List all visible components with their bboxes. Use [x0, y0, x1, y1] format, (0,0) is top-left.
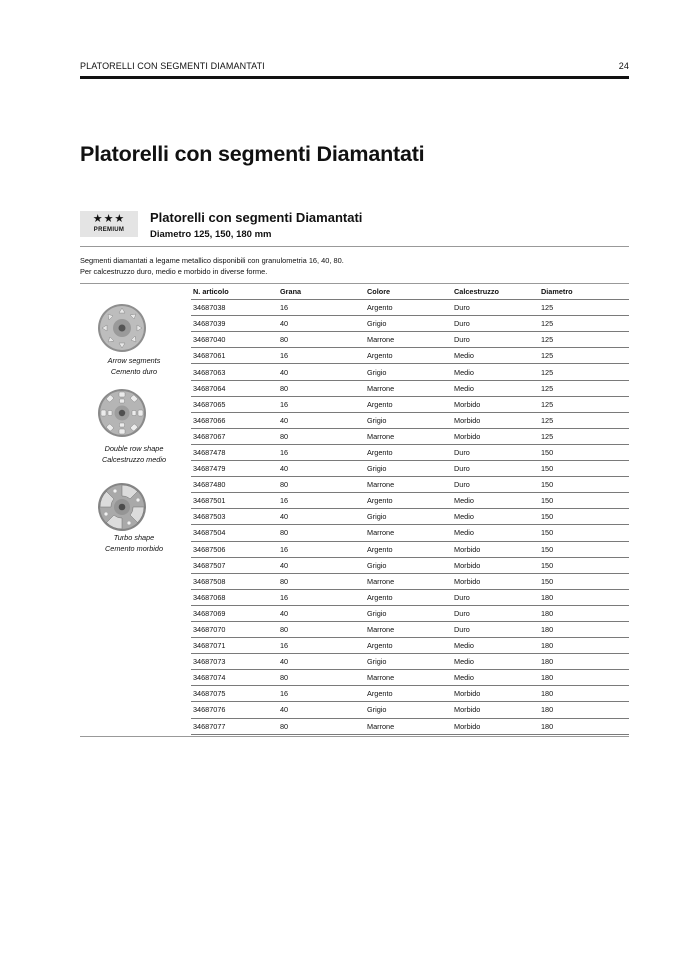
cell-diameter: 150	[539, 525, 629, 541]
cell-grit: 80	[278, 525, 365, 541]
cell-grit: 80	[278, 621, 365, 637]
cell-color: Grigio	[365, 316, 452, 332]
header-divider	[80, 76, 629, 79]
cell-diameter: 180	[539, 621, 629, 637]
cell-diameter: 150	[539, 541, 629, 557]
cell-color: Grigio	[365, 412, 452, 428]
cell-article-number: 34687040	[191, 332, 278, 348]
table-row	[191, 670, 629, 686]
table-row	[191, 638, 629, 654]
table-row	[191, 444, 629, 460]
cell-article-number: 34687063	[191, 364, 278, 380]
cell-diameter: 180	[539, 605, 629, 621]
cell-grit: 80	[278, 428, 365, 444]
cell-concrete: Medio	[452, 380, 539, 396]
cell-diameter: 125	[539, 332, 629, 348]
cell-grit: 40	[278, 557, 365, 573]
table-row	[191, 509, 629, 525]
cell-article-number: 34687076	[191, 702, 278, 718]
table-row	[191, 316, 629, 332]
cell-concrete: Medio	[452, 638, 539, 654]
cell-grit: 40	[278, 461, 365, 477]
cell-article-number: 34687039	[191, 316, 278, 332]
cell-concrete: Duro	[452, 461, 539, 477]
cell-diameter: 150	[539, 461, 629, 477]
cell-article-number: 34687074	[191, 670, 278, 686]
cell-article-number: 34687066	[191, 412, 278, 428]
cell-concrete: Duro	[452, 477, 539, 493]
table-row	[191, 686, 629, 702]
column-header-concrete: Calcestruzzo	[452, 284, 539, 300]
cell-color: Grigio	[365, 605, 452, 621]
turbo-wheel-image	[97, 482, 147, 532]
cell-color: Argento	[365, 541, 452, 557]
cell-diameter: 150	[539, 573, 629, 589]
cell-diameter: 125	[539, 412, 629, 428]
cell-article-number: 34687480	[191, 477, 278, 493]
table-row	[191, 364, 629, 380]
table-row	[191, 605, 629, 621]
column-header-diameter: Diametro	[539, 284, 629, 300]
cell-color: Marrone	[365, 573, 452, 589]
cell-color: Argento	[365, 300, 452, 316]
cell-grit: 40	[278, 412, 365, 428]
product-caption-shape: Arrow segments	[107, 356, 161, 365]
table-row	[191, 621, 629, 637]
page-number: 24	[618, 61, 629, 71]
table-row	[191, 477, 629, 493]
cell-grit: 40	[278, 654, 365, 670]
table-row	[191, 396, 629, 412]
table-row	[191, 332, 629, 348]
cell-diameter: 125	[539, 316, 629, 332]
cell-color: Argento	[365, 638, 452, 654]
cell-concrete: Morbido	[452, 412, 539, 428]
product-caption-use: Cemento duro	[110, 366, 158, 376]
table-row	[191, 412, 629, 428]
cell-grit: 16	[278, 396, 365, 412]
running-header	[80, 61, 629, 75]
cell-article-number: 34687064	[191, 380, 278, 396]
cell-concrete: Medio	[452, 670, 539, 686]
table-row	[191, 493, 629, 509]
cell-grit: 80	[278, 477, 365, 493]
cell-diameter: 180	[539, 686, 629, 702]
cell-grit: 80	[278, 380, 365, 396]
section-subtitle: Diametro 125, 150, 180 mm	[150, 229, 272, 240]
cell-diameter: 180	[539, 654, 629, 670]
cell-article-number: 34687070	[191, 621, 278, 637]
cell-diameter: 150	[539, 477, 629, 493]
cell-article-number: 34687503	[191, 509, 278, 525]
cell-grit: 80	[278, 332, 365, 348]
premium-badge	[80, 211, 138, 237]
cell-grit: 40	[278, 509, 365, 525]
section-title: Platorelli con segmenti Diamantati	[150, 210, 363, 225]
cell-grit: 40	[278, 316, 365, 332]
cell-color: Argento	[365, 396, 452, 412]
product-table	[191, 284, 629, 735]
table-row	[191, 348, 629, 364]
cell-grit: 16	[278, 638, 365, 654]
cell-concrete: Morbido	[452, 428, 539, 444]
cell-color: Argento	[365, 444, 452, 460]
cell-concrete: Medio	[452, 493, 539, 509]
cell-grit: 80	[278, 670, 365, 686]
bottom-divider	[80, 736, 629, 737]
cell-concrete: Duro	[452, 444, 539, 460]
product-description	[80, 256, 344, 277]
cell-concrete: Duro	[452, 332, 539, 348]
cell-grit: 16	[278, 686, 365, 702]
cell-article-number: 34687075	[191, 686, 278, 702]
cell-diameter: 180	[539, 638, 629, 654]
cell-article-number: 34687073	[191, 654, 278, 670]
cell-diameter: 125	[539, 380, 629, 396]
cell-article-number: 34687479	[191, 461, 278, 477]
cell-concrete: Morbido	[452, 702, 539, 718]
cell-article-number: 34687077	[191, 718, 278, 734]
cell-diameter: 180	[539, 589, 629, 605]
page-title: Platorelli con segmenti Diamantati	[80, 142, 425, 166]
cell-concrete: Morbido	[452, 557, 539, 573]
cell-color: Grigio	[365, 557, 452, 573]
arrow-segment-wheel-image	[97, 303, 147, 353]
table-row	[191, 461, 629, 477]
product-caption-use: Cemento morbido	[105, 543, 163, 553]
cell-concrete: Duro	[452, 621, 539, 637]
cell-article-number: 34687506	[191, 541, 278, 557]
cell-color: Marrone	[365, 332, 452, 348]
table-row	[191, 589, 629, 605]
cell-grit: 80	[278, 573, 365, 589]
cell-color: Marrone	[365, 621, 452, 637]
cell-diameter: 125	[539, 348, 629, 364]
table-row	[191, 702, 629, 718]
cell-diameter: 125	[539, 364, 629, 380]
cell-concrete: Morbido	[452, 718, 539, 734]
cell-article-number: 34687038	[191, 300, 278, 316]
cell-color: Grigio	[365, 509, 452, 525]
cell-grit: 40	[278, 702, 365, 718]
cell-concrete: Morbido	[452, 541, 539, 557]
cell-grit: 16	[278, 493, 365, 509]
cell-concrete: Medio	[452, 348, 539, 364]
table-row	[191, 525, 629, 541]
cell-article-number: 34687071	[191, 638, 278, 654]
cell-color: Marrone	[365, 718, 452, 734]
cell-concrete: Medio	[452, 654, 539, 670]
cell-diameter: 180	[539, 718, 629, 734]
table-row	[191, 380, 629, 396]
cell-article-number: 34687478	[191, 444, 278, 460]
cell-diameter: 125	[539, 396, 629, 412]
table-row	[191, 557, 629, 573]
cell-concrete: Morbido	[452, 396, 539, 412]
cell-diameter: 180	[539, 702, 629, 718]
table-row	[191, 300, 629, 316]
cell-article-number: 34687068	[191, 589, 278, 605]
cell-grit: 16	[278, 300, 365, 316]
cell-concrete: Duro	[452, 605, 539, 621]
cell-grit: 16	[278, 348, 365, 364]
cell-diameter: 125	[539, 300, 629, 316]
running-header-title: PLATORELLI CON SEGMENTI DIAMANTATI	[80, 61, 265, 71]
cell-color: Grigio	[365, 364, 452, 380]
description-line: Per calcestruzzo duro, medio e morbido in diverse forme.	[80, 266, 268, 276]
cell-article-number: 34687507	[191, 557, 278, 573]
description-line: Segmenti diamantati a legame metallico disponibili con granulometria 16, 40, 80.	[80, 256, 344, 265]
cell-diameter: 150	[539, 557, 629, 573]
cell-concrete: Morbido	[452, 573, 539, 589]
cell-concrete: Medio	[452, 509, 539, 525]
cell-article-number: 34687065	[191, 396, 278, 412]
table-body	[191, 300, 629, 735]
cell-color: Marrone	[365, 477, 452, 493]
table-row	[191, 541, 629, 557]
cell-diameter: 180	[539, 670, 629, 686]
product-caption-use: Calcestruzzo medio	[101, 454, 167, 464]
column-header-color: Colore	[365, 284, 452, 300]
table-row	[191, 718, 629, 734]
cell-concrete: Medio	[452, 525, 539, 541]
cell-article-number: 34687501	[191, 493, 278, 509]
cell-grit: 40	[278, 364, 365, 380]
cell-color: Argento	[365, 589, 452, 605]
cell-diameter: 150	[539, 509, 629, 525]
column-header-article: N. articolo	[191, 284, 278, 300]
cell-grit: 16	[278, 541, 365, 557]
double-row-wheel-image	[97, 388, 147, 438]
cell-diameter: 125	[539, 428, 629, 444]
cell-concrete: Duro	[452, 316, 539, 332]
premium-label: PREMIUM	[93, 227, 125, 233]
cell-article-number: 34687508	[191, 573, 278, 589]
cell-color: Grigio	[365, 702, 452, 718]
cell-article-number: 34687504	[191, 525, 278, 541]
cell-grit: 16	[278, 589, 365, 605]
cell-color: Argento	[365, 686, 452, 702]
cell-color: Marrone	[365, 670, 452, 686]
section-divider	[80, 246, 629, 247]
table-row	[191, 428, 629, 444]
cell-grit: 40	[278, 605, 365, 621]
cell-color: Argento	[365, 348, 452, 364]
cell-color: Marrone	[365, 428, 452, 444]
cell-concrete: Morbido	[452, 686, 539, 702]
cell-color: Grigio	[365, 654, 452, 670]
table-row	[191, 573, 629, 589]
cell-concrete: Duro	[452, 589, 539, 605]
cell-grit: 16	[278, 444, 365, 460]
table-header-row	[191, 284, 629, 300]
cell-color: Marrone	[365, 525, 452, 541]
table-row	[191, 654, 629, 670]
product-caption-shape: Double row shape	[104, 444, 164, 453]
rating-stars-icon: ★★★	[92, 213, 126, 225]
cell-diameter: 150	[539, 444, 629, 460]
cell-article-number: 34687069	[191, 605, 278, 621]
product-caption-shape: Turbo shape	[113, 533, 155, 542]
cell-article-number: 34687061	[191, 348, 278, 364]
cell-concrete: Medio	[452, 364, 539, 380]
cell-color: Marrone	[365, 380, 452, 396]
cell-color: Argento	[365, 493, 452, 509]
cell-color: Grigio	[365, 461, 452, 477]
column-header-grit: Grana	[278, 284, 365, 300]
cell-concrete: Duro	[452, 300, 539, 316]
cell-article-number: 34687067	[191, 428, 278, 444]
cell-grit: 80	[278, 718, 365, 734]
cell-diameter: 150	[539, 493, 629, 509]
